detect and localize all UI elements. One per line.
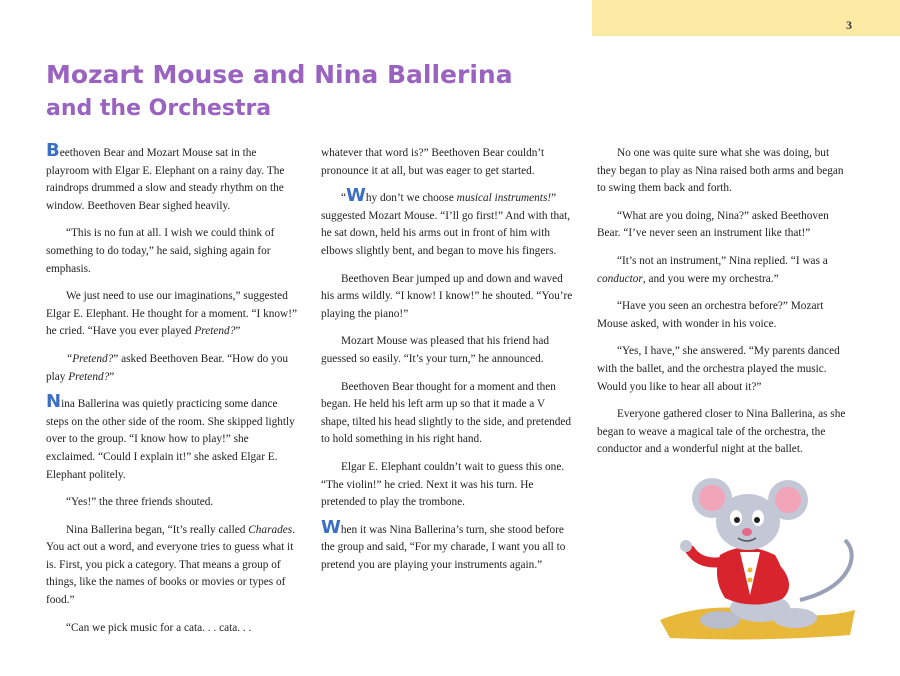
paragraph-text: , and you were my orchestra.” xyxy=(642,272,779,285)
mouse-hand xyxy=(680,540,692,552)
emphasis-text: Pretend? xyxy=(194,325,236,338)
paragraph: “This is no fun at all. I wish we could think of something to do today,” he said, sighing again for emphasis. xyxy=(46,227,275,275)
mouse-leg xyxy=(773,608,817,628)
page-number-tab xyxy=(592,0,900,36)
title-line-2: and the Orchestra xyxy=(46,96,272,121)
paragraph: Elgar E. Elephant couldn’t wait to guess this one. “The violin!” he cried. Next it was his turn. He pretended to play the trombone. xyxy=(321,460,565,509)
emphasis-text: Pretend? xyxy=(68,370,110,383)
paragraph: “What are you doing, Nina?” asked Beethoven Bear. “I’ve never seen an instrument like that!” xyxy=(597,209,829,240)
paragraph: “Yes, I have,” she answered. “My parents danced with the ballet, and the orchestra played the music. Would you like to hear all about it?” xyxy=(597,345,840,393)
title-line-1: Mozart Mouse and Nina Ballerina xyxy=(46,60,513,89)
paragraph: “Yes!” the three friends shouted. xyxy=(66,496,214,509)
mouse-pupil xyxy=(734,517,740,523)
paragraph xyxy=(46,140,298,215)
paragraph-text: ina Ballerina was quietly practicing some dance steps on the other side of the room. She skipped lightly over to the group. “I know how to play!” she exclaimed. “Could I explain it!” she asked Elgar E. Elephant politely. xyxy=(46,398,295,481)
page-number: 3 xyxy=(846,18,852,32)
mouse-pupil xyxy=(754,517,760,523)
paragraph-text: ” xyxy=(235,325,241,338)
emphasis-text: “Pretend? xyxy=(66,352,114,365)
mouse-nose xyxy=(742,528,752,536)
paragraph: No one was quite sure what she was doing, but they began to play as Nina raised both arms and began to swing them back and forth. xyxy=(597,147,844,195)
coat-button xyxy=(748,578,753,583)
mouse-foot xyxy=(700,611,740,629)
mouse-ear-inner xyxy=(775,487,801,513)
paragraph-text: eethoven Bear and Mozart Mouse sat in the playroom with Elgar E. Elephant on a rainy day. The raindrops drummed a slow and steady rhythm on the window. Beethoven Bear sighed heavily. xyxy=(46,147,285,212)
drop-cap: B xyxy=(46,140,60,161)
paragraph-text: . You act out a word, and everyone tries to guess what it is. First, you pick a category. That means a group of things, like the names of books or movies or types of food.” xyxy=(46,523,296,607)
paragraph xyxy=(321,185,573,260)
paragraph xyxy=(597,253,849,288)
paragraph: “Have you seen an orchestra before?” Mozart Mouse asked, with wonder in his voice. xyxy=(597,300,824,330)
text-column-1 xyxy=(46,140,298,647)
paragraph: Mozart Mouse was pleased that his friend had guessed so easily. “It’s your turn,” he announced. xyxy=(321,335,549,365)
paragraph-text: hen it was Nina Ballerina’s turn, she stood before the group and said, “For my charade, I want you all to pretend you are playing your instruments again.” xyxy=(321,523,566,571)
mouse-tail xyxy=(800,540,852,600)
emphasis-text: musical instruments! xyxy=(456,192,552,205)
paragraph: Beethoven Bear jumped up and down and waved his arms wildly. “I know! I know!” he shouted. “You’re playing the piano!” xyxy=(321,272,573,320)
text-column-2 xyxy=(321,145,573,584)
paragraph-text: ” asked Beethoven Bear. “How do you play xyxy=(46,352,289,383)
paragraph: “Can we pick music for a cata. . . cata. . . xyxy=(66,621,252,634)
text-column-3 xyxy=(597,145,849,469)
paragraph-text: ” suggested Mozart Mouse. “I’ll go first!” And with that, he sat down, held his arms out in front of him with elbows slightly bent, and began to move his fingers. xyxy=(321,192,571,257)
paragraph xyxy=(321,516,573,575)
paragraph xyxy=(46,288,298,341)
drop-cap: W xyxy=(321,516,341,538)
paragraph: whatever that word is?” Beethoven Bear couldn’t pronounce it at all, but was eager to get started. xyxy=(321,147,545,177)
paragraph: Everyone gathered closer to Nina Ballerina, as she began to weave a magical tale of the orchestra, the conductor and a wonderful night at the ballet. xyxy=(597,408,846,456)
mouse-illustration xyxy=(650,470,860,645)
paragraph-text: “ xyxy=(341,192,347,205)
drop-cap: W xyxy=(346,185,366,207)
mouse-ear-inner xyxy=(699,485,725,511)
paragraph-text: “It’s not an instrument,” Nina replied. “I was a xyxy=(617,254,828,267)
page-title xyxy=(46,58,513,126)
paragraph xyxy=(46,522,298,610)
emphasis-text: conductor xyxy=(597,272,643,285)
page-header xyxy=(0,0,900,36)
paragraph: Beethoven Bear thought for a moment and then began. He held his left arm up so that it made a V shape, tilted his head slightly to the side, and pretended to hold something in his right hand. xyxy=(321,380,572,446)
paragraph xyxy=(46,391,298,484)
paragraph-text: ” xyxy=(109,370,115,383)
paragraph-text: We just need to use our imaginations,” suggested Elgar E. Elephant. He thought for a moment. “I know!” he cried. “Have you ever played xyxy=(46,290,297,338)
emphasis-text: Charades xyxy=(248,523,293,536)
drop-cap: N xyxy=(46,391,62,413)
paragraph xyxy=(46,351,298,386)
mouse-arm xyxy=(690,550,722,563)
paragraph-text: hy don’t we choose xyxy=(365,192,457,205)
paragraph-text: Nina Ballerina began, “It’s really called xyxy=(66,523,249,536)
coat-button xyxy=(748,568,753,573)
